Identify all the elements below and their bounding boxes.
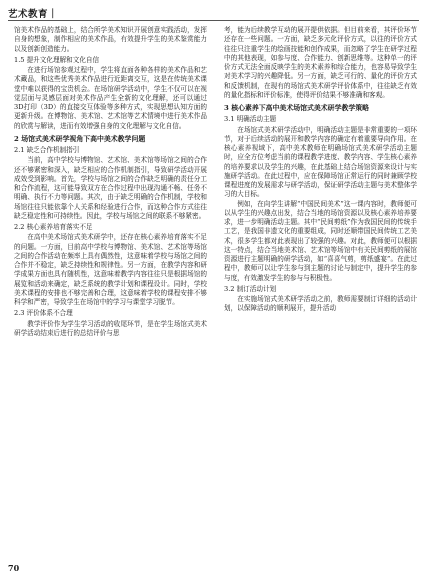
journal-header: 艺术教育｜ [8, 9, 59, 20]
subsection-heading: 2.2 核心素养培育落实不足 [14, 223, 93, 231]
section-heading: 2 场馆式美术研学视角下高中美术教学问题 [14, 134, 146, 143]
right-column [224, 26, 417, 314]
section-heading: 1.5 提升文化理解和文化自信 [14, 55, 100, 64]
paragraph: 当前，高中学校与博物馆、艺术馆、美术馆等场馆之间的合作还不够紧密和深入，缺乏相应的合作机制指引，导致研学活动开展成效受到影响。首先，学校与场馆之间的合作缺乏明确的责任分工和合作流程，这可能导致双方在合作过程中出现沟通不畅、任务不明确、执行不力等问题。其次，由于缺乏明确的合作机制，学校和场馆往往只能依靠个人关系和经验进行合作，而这种合作方式往往缺乏稳定性和可持续性。因此，学校与场馆之间的联系不够紧密。 [14, 156, 207, 220]
paragraph: 在高中美术场馆式美术研学中，还存在核心素养培育落实不足的问题。一方面，目前高中学校与博物馆、美术馆、艺术馆等场馆之间的合作活动在频率上具有偶然性，这意味着学校与场馆之间的合作并不稳定，缺乏持续性和规律性。另一方面，在教学内容和研学成果方面也具有随机性，这意味着教学内容往往只是根据场馆的展览和活动来确定，缺乏系统的教学计划和课程设计。同时，学校美术课程的安排也不够完善和合理，这意味着学校的课程安排不够科学和严密，导致学生在场馆中的学习与课堂学习脱节。 [14, 233, 207, 306]
paragraph: 馆美术作品的基础上，结合所学美术知识开展创意实践活动，发挥自身的想象，制作相应的美术作品，有效提升学生的美术鉴赏能力以及创新创造能力。 [14, 26, 207, 53]
page-number: 70 [8, 563, 20, 573]
paragraph: 在进行场馆参观过程中，学生将直面各种各样的美术作品和艺术藏品，和这些优秀美术作品进行近距离交互，这是在传统美术课堂中难以获得的宝贵机会。在场馆研学活动中，学生不仅可以在视觉层面与灵感层面对美术作品产生全新的文化理解，还可以通过3D打印（3D）的直接交互体验等多种方式，实现思想认知方面的更新升级。在博物馆、美术馆、艺术馆等艺术情境中进行美术作品的欣赏与解读，进而有效增强自身的文化理解与文化自信。 [14, 66, 207, 130]
section-heading: 3 核心素养下高中美术场馆式美术研学教学策略 [224, 104, 370, 112]
subsection-heading: 3.2 制订活动计划 [224, 284, 277, 293]
subsection-heading: 2.3 评价体系不合理 [14, 309, 73, 318]
paragraph: 教学评价作为学生学习活动的收尾环节，是在学生场馆式美术研学活动结束后进行的总结评价与思 [14, 319, 207, 337]
subsection-heading: 3.1 明确活动主题 [224, 115, 277, 124]
header-divider [8, 20, 419, 21]
subsection-heading: 2.1 缺乏合作机制指引 [14, 146, 80, 154]
left-column [14, 26, 207, 338]
paragraph: 例如，在向学生讲解“中国民间美术”这一课内容时，教师便可以从学生的兴趣点出发，结合当地的场馆资源以及核心素养培养要求，进一步明确活动主题。其中“民间剪纸”作为我国民间的传统手工艺，是我国非遗文化的重要组成，同时还顺带国民间传统工艺美术，很多学生都对此表现出了较强的兴趣。对此，教师便可以根据这一特点，结合当地美术馆、艺术馆等场馆中有关民间剪纸的展馆资源进行主题明确的研学活动，如“喜喜气剪，剪纸盛宴”。在此过程中，教师可以让学生参与到主题的讨论与制定中，提升学生的参与度，有效激发学生的参与与积极性。 [224, 199, 417, 282]
paragraph: 在场馆式美术研学活动中，明确活动主题是非常重要的一项环节，对于后续活动的展开和教学内容的确定有着重要导向作用。在核心素养视域下，高中美术教师在明确场馆式美术研学活动主题时，应全方位考虑当前的课程教学进度、教学内容、学生核心素养的培养要求以及学生的兴趣，在此基础上结合场馆资源来设计与实施研学活动。在此过程中，应在保障场馆正常运行的同时兼顾学校课程进度的发展需求与研学活动，保证研学活动主题与美术整体学习的大目标。 [224, 125, 417, 199]
paragraph: 在实施场馆式美术研学活动之前，教师需要制订详细的活动计划，以保障活动的顺利展开，提升活动 [224, 295, 417, 313]
paragraph: 考，能为后续教学互动的展开提供依据。但目前来看，其评价环节还存在一些问题。一方面，缺乏多元化评价方式，以往的评价方式往往只注重学生的绘画技能和创作成果，而忽略了学生在研学过程中的其他表现，如参与度、合作能力、创新思维等。这种单一的评价方式无法全面反映学生的美术素养和综合能力，也容易导致学生对美术学习的兴趣降低。另一方面，缺乏可行的、量化的评价方式和反馈机制，在现有的场馆式美术研学评价体系中，往往缺乏有效的量化指标和评价标准，使得评价结果不够准确和客观。 [224, 26, 417, 99]
